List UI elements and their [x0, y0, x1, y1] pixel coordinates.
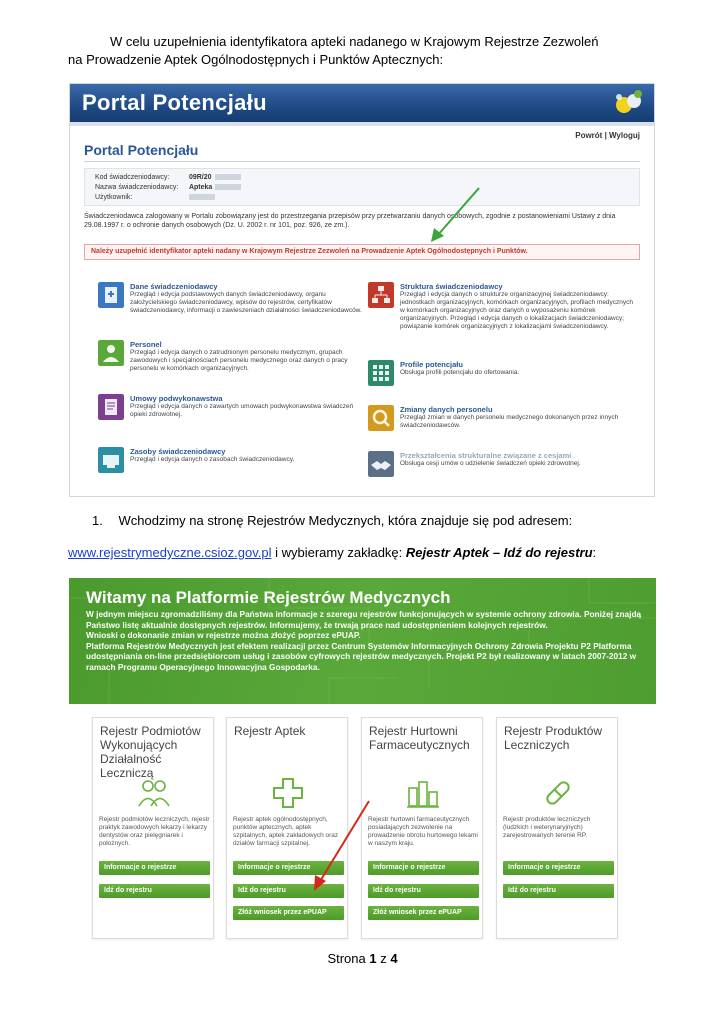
doctors-icon	[137, 776, 171, 810]
go-to-registry-button[interactable]: Idź do rejestru	[368, 884, 479, 898]
registries-banner	[69, 578, 656, 704]
registry-link[interactable]: www.rejestrymedyczne.csioz.gov.pl	[68, 545, 272, 560]
redaction	[215, 184, 241, 190]
info-row-name	[95, 184, 241, 191]
portal-header-title: Portal Potencjału	[82, 90, 267, 115]
module-desc: Obsługa profili potencjału do ofertowania.	[400, 369, 520, 376]
provider-info-box	[84, 168, 640, 206]
info-label: Nazwa świadczeniodawcy:	[95, 184, 179, 191]
banner-paragraph: Platforma Rejestrów Medycznych jest efektem realizacji przez Centrum Systemów Informacyjnych Ochrony Zdrowia Projektu P2 Platforma udostępniania on-line przedsiębiorcom usług i zasobów cyfrowych rejestrów medycznych. Projekt P2 był realizowany w latach 2007-2012 w ramach Programu Operacyjnego Innowacyjna Gospodarka.	[86, 640, 637, 672]
banner-paragraph: Wnioski o dokonanie zmian w rejestrze można złożyć poprzez ePUAP.	[86, 630, 361, 640]
redaction	[215, 174, 241, 180]
step-text: i wybieramy zakładkę:	[271, 545, 406, 560]
go-to-registry-button[interactable]: Idź do rejestru	[503, 884, 614, 898]
portal-header	[70, 84, 654, 122]
banner-title: Witamy na Platformie Rejestrów Medycznych	[86, 588, 451, 607]
info-label: Kod świadczeniodawcy:	[95, 174, 170, 181]
divider	[84, 161, 640, 162]
module-desc: Przegląd i edycja podstawowych danych świadczeniodawcy, organu założycielskiego świadczeniodawcy, wpisów do rejestrów, certyfikatów świadczeniodawcy, informacji o zawieszeniach działalności świadczeniodawców.	[130, 291, 362, 314]
info-button[interactable]: Informacje o rejestrze	[99, 861, 210, 875]
pill-icon	[541, 776, 575, 810]
module-desc: Przegląd zmian w danych personelu medycznego dokonanych przez innych świadczeniodawców.	[400, 414, 619, 429]
red-arrow-icon	[305, 797, 375, 897]
epuap-button[interactable]: Złóż wniosek przez ePUAP	[368, 906, 479, 920]
info-button[interactable]: Informacje o rejestrze	[233, 861, 344, 875]
green-arrow-icon	[425, 184, 485, 246]
module-title[interactable]: Przekształcenia strukturalne związane z cesjami	[400, 451, 572, 460]
contract-icon	[98, 394, 124, 420]
module-desc: Przegląd i edycja danych o zawartych umowach podwykonawstwa świadczeń opieki zdrowotnej.	[130, 403, 354, 418]
portal-nav-links[interactable]: Powrót | Wyloguj	[575, 131, 640, 140]
step-2	[68, 545, 668, 561]
banner-paragraph: W jednym miejscu zgromadziliśmy dla Państwa informacje z szeregu rejestrów funkcjonujących w systemie ochrony zdrowia. Poniżej znajdą Państwo listę aktualnie dostępnych rejestrów. Informujemy, że trwają prace nad udostępnieniem kolejnych rejestrów.	[86, 609, 642, 630]
module-title[interactable]: Profile potencjału	[400, 360, 463, 369]
card-desc: Rejestr aptek ogólnodostępnych, punktów aptecznych, aptek szpitalnych, aptek zakładowych oraz działów farmacji szpitalnej.	[233, 816, 339, 847]
step-number: 1.	[92, 513, 103, 528]
pharmacy-cross-icon	[271, 776, 305, 810]
info-value: 09R/20	[188, 174, 212, 181]
module-title[interactable]: Dane świadczeniodawcy	[130, 282, 218, 291]
module-title[interactable]: Zmiany danych personelu	[400, 405, 493, 414]
module-desc: Obsługa cesji umów o udzielenie świadczeń opieki zdrowotnej.	[400, 460, 581, 467]
magnifier-icon	[368, 405, 394, 431]
module-desc: Przegląd i edycja danych o zatrudnionym personelu medycznym, grupach zawodowych i specjalnościach personelu medycznego oraz danych o pracy personelu w komórkach organizacyjnych.	[130, 349, 348, 372]
info-row-code	[95, 174, 241, 181]
card-rejestr-hurtowni	[361, 717, 483, 939]
portal-topbar	[70, 122, 654, 126]
module-title[interactable]: Zasoby świadczeniodawcy	[130, 447, 226, 456]
card-title[interactable]: Rejestr Podmiotów Wykonujących Działalność Leczniczą	[100, 724, 201, 780]
module-desc: Przegląd i edycja danych o zasobach świadczeniodawcy.	[130, 456, 295, 463]
step-1	[92, 513, 652, 529]
info-label: Użytkownik:	[95, 194, 133, 201]
page-total: 4	[390, 951, 398, 966]
info-value: Apteka	[188, 184, 213, 191]
portal-potencjalu-screenshot	[69, 83, 655, 497]
module-title[interactable]: Umowy podwykonawstwa	[130, 394, 223, 403]
module-title[interactable]: Struktura świadczeniodawcy	[400, 282, 503, 291]
personnel-icon	[98, 340, 124, 366]
footer-text: Strona	[327, 951, 370, 966]
card-title[interactable]: Rejestr Hurtowni Farmaceutycznych	[369, 724, 470, 752]
org-chart-icon	[368, 282, 394, 308]
handshake-icon	[368, 451, 394, 477]
info-button[interactable]: Informacje o rejestrze	[368, 861, 479, 875]
card-desc: Rejestr hurtowni farmaceutycznych posiadających zezwolenie na prowadzenie obrotu hurtowego lekami w naszym kraju.	[368, 816, 478, 847]
page-footer	[0, 951, 725, 967]
footer-text: z	[376, 951, 391, 966]
info-button[interactable]: Informacje o rejestrze	[503, 861, 614, 875]
page-number: 1	[369, 951, 377, 966]
epuap-button[interactable]: Złóż wniosek przez ePUAP	[233, 906, 344, 920]
module-title[interactable]: Personel	[130, 340, 162, 349]
intro-line-1: W celu uzupełnienia identyfikatora apteki nadanego w Krajowym Rejestrze Zezwoleń	[110, 34, 599, 49]
step-text: Wchodzimy na stronę Rejestrów Medycznych, która znajduje się pod adresem:	[118, 513, 573, 528]
portal-logo-icon	[610, 88, 646, 118]
resources-icon	[98, 447, 124, 473]
card-title[interactable]: Rejestr Aptek	[234, 724, 306, 738]
alert-banner[interactable]: Należy uzupełnić identyfikator apteki nadany w Krajowym Rejestrze Zezwoleń na Prowadzenie Aptek Ogólnodostępnych i Punktów.	[84, 244, 640, 260]
document-icon	[98, 282, 124, 308]
card-desc: Rejestr produktów leczniczych (ludzkich i weterynaryjnych) zarejestrowanych terenie RP.	[503, 816, 591, 839]
card-rejestr-produktow	[496, 717, 618, 939]
go-to-registry-button[interactable]: Idź do rejestru	[233, 884, 344, 898]
tab-name: Rejestr Aptek – Idź do rejestru	[405, 545, 593, 560]
card-desc: Rejestr podmiotów leczniczych, rejestr praktyk zawodowych lekarzy i lekarzy dentystów oraz pielęgniarek i położnych.	[99, 816, 210, 847]
intro-line-2: na Prowadzenie Aptek Ogólnodostępnych i Punktów Aptecznych:	[68, 52, 444, 67]
portal-page-title: Portal Potencjału	[84, 142, 199, 158]
data-protection-notice: Świadczeniodawca zalogowany w Portalu zobowiązany jest do przestrzegania przepisów przy przetwarzaniu danych osobowych, zgodnie z postanowieniami Ustawy z dnia 29.08.1997 r. o ochronie danych osobowych (Dz. U. 2002 r. nr 101, poz. 926, ze zm.).	[84, 213, 616, 229]
card-title[interactable]: Rejestr Produktów Leczniczych	[504, 724, 603, 752]
warehouse-icon	[406, 776, 440, 810]
card-rejestr-podmiotow	[92, 717, 214, 939]
banner-text	[86, 609, 646, 672]
grid-icon	[368, 360, 394, 386]
go-to-registry-button[interactable]: Idź do rejestru	[99, 884, 210, 898]
module-desc: Przegląd i edycja danych o strukturze organizacyjnej świadczeniodawcy: jednostkach organizacyjnych, komórkach organizacyjnych, profilach medycznych w komórkach organizacyjnych oraz danych o wyposażeniu komórek organizacyjnych. Przegląd i edycja danych o lokalizacjach świadczeniodawcy; powiązanie komórek organizacyjnych z lokalizacjami świadczeniodawcy.	[400, 291, 634, 330]
redaction	[189, 194, 215, 200]
info-row-user	[95, 194, 215, 201]
punctuation: :	[592, 545, 597, 560]
